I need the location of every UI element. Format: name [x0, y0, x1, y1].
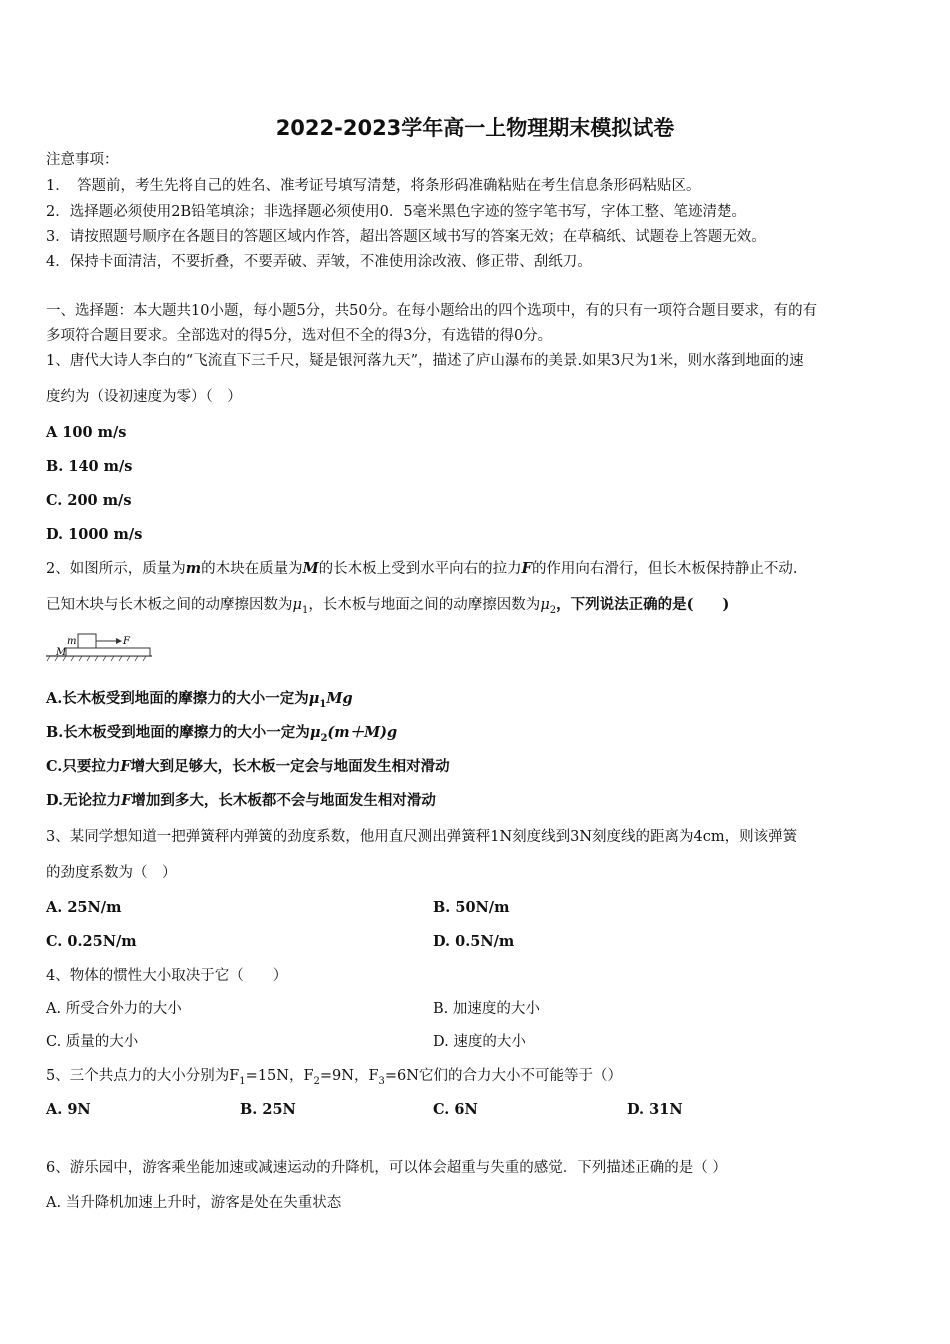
label-F: F — [123, 636, 130, 647]
long-board — [66, 648, 150, 656]
question-3-option: A. 25N/m — [46, 899, 122, 916]
question-1-option: D. 1000 m/s — [46, 526, 143, 543]
question-4-stem: 4、物体的惯性大小取决于它（ ） — [46, 968, 288, 984]
question-5-option: A. 9N — [46, 1101, 91, 1118]
question-1-stem: 度约为（设初速度为零）（ ） — [46, 389, 242, 405]
question-4-option: C. 质量的大小 — [46, 1034, 139, 1050]
question-3-stem: 的劲度系数为（ ） — [46, 865, 177, 881]
label-M: M — [56, 647, 67, 658]
question-2-option: A.长木板受到地面的摩擦力的大小一定为$\mu_1Mg$ — [46, 690, 353, 710]
question-2-stem: 2、如图所示，质量为m的木块在质量为M的长木板上受到水平向右的拉力F的作用向右滑行，但长木板保持静止不动. — [46, 560, 798, 577]
question-2-option: B.长木板受到地面的摩擦力的大小一定为$\mu_2(m+M)g$ — [46, 724, 398, 744]
notice-item: 3．请按照题号顺序在各题目的答题区域内作答，超出答题区域书写的答案无效；在草稿纸、试题卷上答题无效。 — [46, 229, 766, 245]
exam-title: 2022-2023学年高一上物理期末模拟试卷 — [275, 116, 675, 140]
question-1-option: C. 200 m/s — [46, 492, 132, 509]
question-1-option: B. 140 m/s — [46, 458, 133, 475]
small-block — [78, 634, 96, 648]
question-1-option: A 100 m/s — [46, 424, 127, 441]
question-4-option: B. 加速度的大小 — [433, 1001, 540, 1017]
question-3-option: C. 0.25N/m — [46, 933, 137, 950]
question-5-option: D. 31N — [627, 1101, 683, 1118]
section-intro: 一、选择题：本大题共10小题，每小题5分，共50分。在每小题给出的四个选项中，有的只有一项符合题目要求，有的有 — [46, 303, 818, 319]
question-2-stem: 已知木块与长木板之间的动摩擦因数为$\mu_1$，长木板与地面之间的动摩擦因数为$\mu_2$，下列说法正确的是( ) — [46, 596, 730, 616]
notice-item: 1． 答题前，考生先将自己的姓名、准考证号填写清楚，将条形码准确粘贴在考生信息条形码粘贴区。 — [46, 178, 701, 194]
question-5-stem: 5、三个共点力的大小分别为$F_1=15N$，$F_2=9N$，$F_3=6N$它们的合力大小不可能等于（） — [46, 1068, 622, 1087]
notice-item: 4．保持卡面清洁，不要折叠，不要弄破、弄皱，不准使用涂改液、修正带、刮纸刀。 — [46, 254, 592, 270]
question-6-stem: 6、游乐园中，游客乘坐能加速或减速运动的升降机，可以体会超重与失重的感觉．下列描述正确的是（ ） — [46, 1160, 727, 1176]
label-m: m — [67, 636, 77, 647]
block-on-board-figure — [46, 628, 156, 662]
question-5-option: C. 6N — [433, 1101, 478, 1118]
force-arrowhead — [116, 638, 122, 644]
question-4-option: A. 所受合外力的大小 — [46, 1001, 182, 1017]
question-1-stem: 1、唐代大诗人李白的“飞流直下三千尺，疑是银河落九天”，描述了庐山瀑布的美景.如果3尺为1米，则水落到地面的速 — [46, 353, 804, 369]
question-3-stem: 3、某同学想知道一把弹簧秤内弹簧的劲度系数，他用直尺测出弹簧秤1N刻度线到3N刻度线的距离为4cm，则该弹簧 — [46, 829, 798, 845]
question-6-option: A. 当升降机加速上升时，游客是处在失重状态 — [46, 1195, 342, 1211]
question-5-option: B. 25N — [240, 1101, 296, 1118]
question-2-option: C.只要拉力F增大到足够大，长木板一定会与地面发生相对滑动 — [46, 758, 450, 775]
section-intro: 多项符合题目要求。全部选对的得5分，选对但不全的得3分，有选错的得0分。 — [46, 328, 553, 344]
question-2-option: D.无论拉力F增加到多大，长木板都不会与地面发生相对滑动 — [46, 792, 436, 809]
question-4-option: D. 速度的大小 — [433, 1034, 526, 1050]
notice-item: 2．选择题必须使用2B铅笔填涂；非选择题必须使用0．5毫米黑色字迹的签字笔书写，字体工整、笔迹清楚。 — [46, 204, 747, 220]
question-3-option: B. 50N/m — [433, 899, 510, 916]
question-3-option: D. 0.5N/m — [433, 933, 515, 950]
notice-heading: 注意事项： — [46, 152, 119, 168]
